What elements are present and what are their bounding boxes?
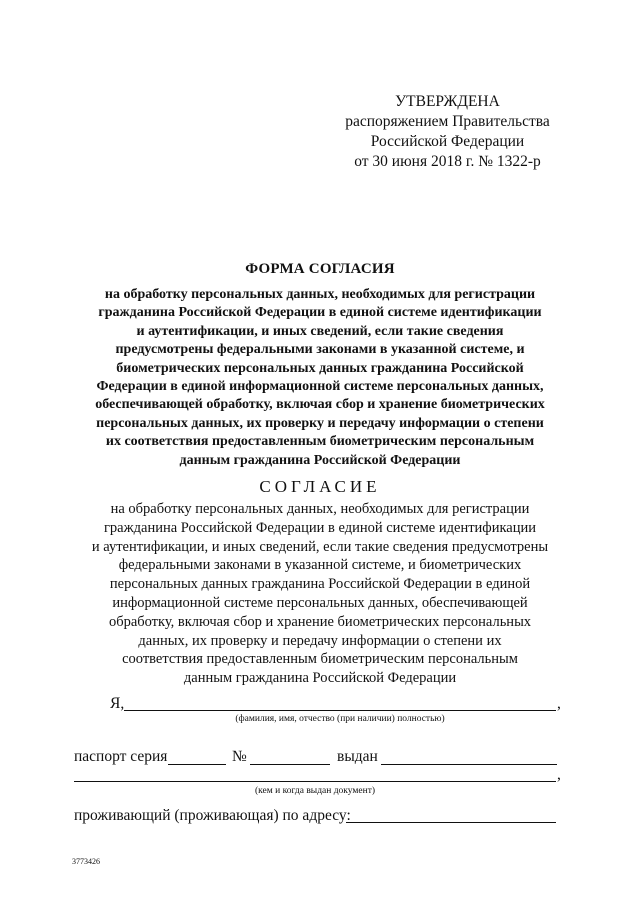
name-comma: , [557,695,561,712]
document-number: 3773426 [72,857,100,866]
consent-body-line: обработку, включая сбор и хранение биометрических персональных [108,613,532,630]
consent-body-line: и аутентификации, и иных сведений, если такие сведения предусмотрены [91,538,549,555]
issuer-caption: (кем и когда выдан документ) [254,786,376,796]
full-name-field[interactable] [124,710,556,711]
issued-by-field[interactable] [381,764,557,765]
form-subtitle-line: Федерации в единой информационной системе персональных данных, [96,379,544,395]
consent-body-line: федеральными законами в указанной системе, и биометрических [118,557,522,574]
i-label: Я, [110,695,125,712]
consent-body-line: персональных данных гражданина Российской Федерации в единой [109,576,531,593]
form-subtitle-line: обеспечивающей обработку, включая сбор и хранение биометрических [95,397,545,413]
consent-body-line: на обработку персональных данных, необходимых для регистрации [110,501,530,517]
name-caption: (фамилия, имя, отчество (при наличии) полностью) [235,714,445,724]
form-subtitle-line: и аутентификации, и иных сведений, если такие сведения [136,323,504,339]
issuer-comma: , [557,766,561,783]
approval-line: распоряжением Правительства [345,113,550,130]
approval-block [330,92,565,172]
consent-body-line: гражданина Российской Федерации в единой системе идентификации [103,519,536,536]
approval-line: Российской Федерации [370,133,525,150]
consent-body-line: данным гражданина Российской Федерации [183,670,457,687]
passport-series-label: паспорт серия [74,748,168,765]
passport-number-field[interactable] [250,764,330,765]
consent-title: СОГЛАСИЕ [259,477,381,496]
passport-number-label: № [232,748,247,765]
form-title: ФОРМА СОГЛАСИЯ [245,261,395,277]
address-label: проживающий (проживающая) по адресу: [74,807,351,824]
consent-body-line: соответствия предоставленным биометрическим персональным [122,651,518,668]
address-field[interactable] [346,822,556,823]
form-subtitle-line: данным гражданина Российской Федерации [179,452,461,468]
issuer-details-field[interactable] [74,781,556,782]
form-subtitle-line: на обработку персональных данных, необходимых для регистрации [104,287,536,302]
form-subtitle-line: гражданина Российской Федерации в единой системе идентификации [98,305,542,321]
passport-series-field[interactable] [168,764,226,765]
form-subtitle [76,286,564,470]
issued-label: выдан [337,748,378,765]
form-subtitle-line: предусмотрены федеральными законами в указанной системе, и [115,342,525,358]
approval-stamp: УТВЕРЖДЕНА [395,93,500,110]
form-subtitle-line: персональных данных, их проверку и передачу информации о степени [96,415,544,431]
consent-body-line: информационной системе персональных данных, обеспечивающей [112,594,528,611]
consent-body [70,500,570,688]
form-subtitle-line: их соответствия предоставленным биометрическим персональным [105,434,535,450]
approval-line: от 30 июня 2018 г. № 1322-р [354,153,541,170]
consent-body-line: данных, их проверку и передачу информации о степени их [138,632,502,649]
form-subtitle-line: биометрических персональных данных гражданина Российской [116,360,524,376]
